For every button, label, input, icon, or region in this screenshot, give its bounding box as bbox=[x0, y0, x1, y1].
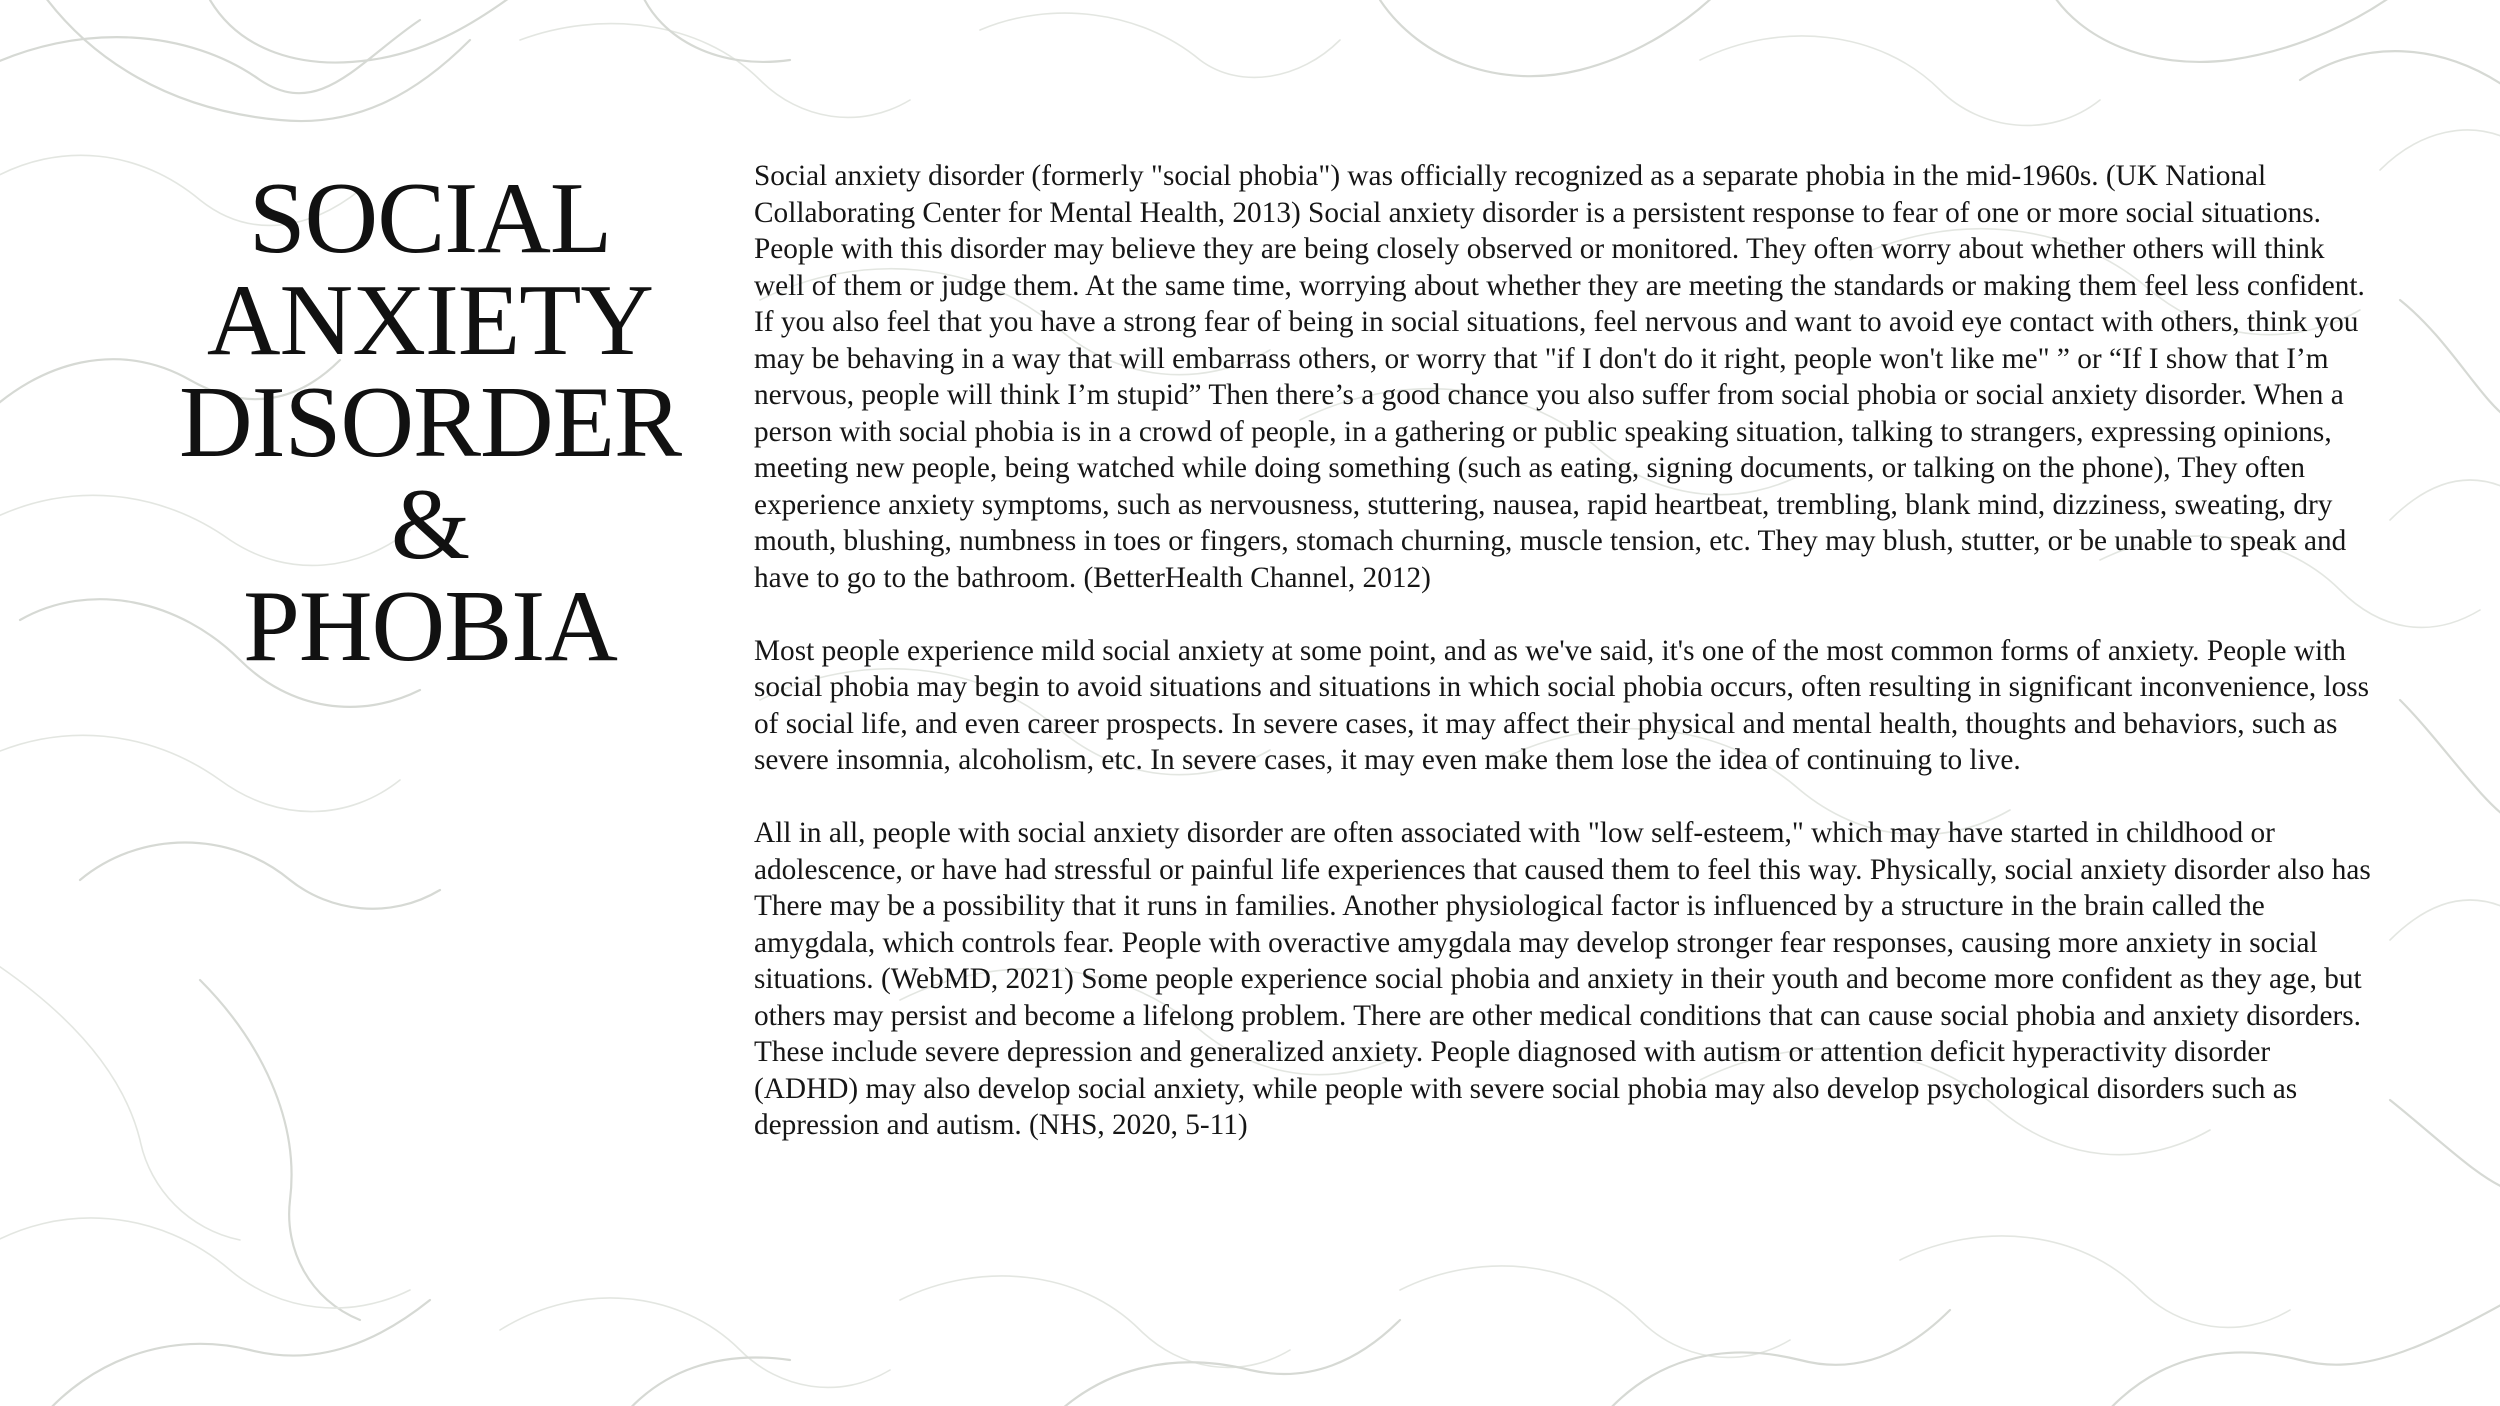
sketch-stroke bbox=[1900, 1236, 2290, 1327]
sketch-stroke bbox=[80, 843, 440, 909]
page-title bbox=[120, 162, 740, 683]
sketch-stroke bbox=[1700, 36, 2100, 125]
sketch-stroke bbox=[520, 24, 910, 118]
sketch-stroke bbox=[2390, 1100, 2500, 1190]
sketch-stroke bbox=[1400, 1266, 1790, 1357]
sketch-stroke bbox=[0, 1218, 410, 1308]
sketch-stroke bbox=[40, 1300, 430, 1406]
title-line: DISORDER bbox=[178, 366, 682, 479]
paragraph-impact: Most people experience mild social anxiety at some point, and as we've said, it's one of the most common forms of anxiety. People with social phobia may begin to avoid situations and situations in which social phobia occurs, often resulting in significant inconvenience, loss of social life, and even career prospects. In severe cases, it may affect their physical and mental health, thoughts and behaviors, such as severe insomnia, alcoholism, etc. In severe cases, it may even make them lose the idea of continuing to live. bbox=[754, 634, 2370, 776]
sketch-stroke bbox=[2400, 700, 2500, 820]
paragraph-definition: Social anxiety disorder (formerly "social phobia") was officially recognized as a separate phobia in the mid-1960s. (UK National Collaborating Center for Mental Health, 2013) Social anxiety disorder is a persistent response to fear of one or more social situations. People with this disorder may believe they are being closely observed or monitored. They often worry about whether others will think well of them or judge them. At the same time, worrying about whether they are meeting the standards or making them feel less confident. If you also feel that you have a strong fear of being in social situations, feel nervous and want to avoid eye contact with others, think you may be behaving in a way that will embarrass others, or worry that "if I don't do it right, people won't like me" ” or “If I show that I’m nervous, people will think I’m stupid” Then there’s a good chance you also suffer from social phobia or social anxiety disorder. When a person with social phobia is in a crowd of people, in a gathering or public speaking situation, talking to strangers, expressing opinions, meeting new people, being watched while doing something (such as eating, signing documents, or talking on the phone), They often experience anxiety symptoms, such as nervousness, stuttering, nausea, rapid heartbeat, trembling, blank mind, dizziness, sweating, dry mouth, blushing, numbness in toes or fingers, stomach churning, muscle tension, etc. They may blush, stutter, or be unable to speak and have to go to the bathroom. (BetterHealth Channel, 2012) bbox=[754, 160, 2365, 594]
sketch-stroke bbox=[640, 0, 790, 62]
sketch-stroke bbox=[0, 960, 240, 1240]
body-text-column bbox=[754, 158, 2376, 1180]
sketch-stroke bbox=[620, 1358, 790, 1406]
sketch-stroke bbox=[0, 20, 420, 93]
title-line: PHOBIA bbox=[243, 570, 617, 683]
sketch-stroke bbox=[2380, 130, 2500, 170]
sketch-stroke bbox=[40, 0, 470, 121]
sketch-stroke bbox=[1600, 1310, 1950, 1406]
sketch-stroke bbox=[2100, 1300, 2500, 1406]
sketch-stroke bbox=[500, 1298, 890, 1387]
sketch-stroke bbox=[210, 0, 520, 63]
sketch-stroke bbox=[900, 1276, 1290, 1367]
sketch-stroke bbox=[1380, 0, 1720, 76]
sketch-stroke bbox=[0, 735, 400, 811]
sketch-stroke bbox=[980, 13, 1340, 77]
title-line: & bbox=[390, 468, 470, 581]
sketch-stroke bbox=[2400, 300, 2500, 420]
title-line: ANXIETY bbox=[206, 264, 654, 377]
sketch-stroke bbox=[2390, 480, 2500, 520]
title-line: SOCIAL bbox=[248, 162, 612, 275]
sketch-stroke bbox=[2300, 51, 2500, 90]
sketch-stroke bbox=[2050, 0, 2400, 62]
paragraph-causes: All in all, people with social anxiety disorder are often associated with "low self-esteem," which may have started in childhood or adolescence, or have had stressful or painful life experiences that caused them to feel this way. Physically, social anxiety disorder also has There may be a possibility that it runs in families. Another physiological factor is influenced by a structure in the brain called the amygdala, which controls fear. People with overactive amygdala may develop stronger fear responses, causing more anxiety in social situations. (WebMD, 2021) Some people experience social phobia and anxiety in their youth and become more confident as they age, but others may persist and become a lifelong problem. There are other medical conditions that can cause social phobia and anxiety disorders. These include severe depression and generalized anxiety. People diagnosed with autism or attention deficit hyperactivity disorder (ADHD) may also develop social anxiety, while people with severe social phobia may also develop psychological disorders such as depression and autism. (NHS, 2020, 5-11) bbox=[754, 817, 2371, 1141]
sketch-stroke bbox=[200, 980, 360, 1320]
sketch-stroke bbox=[1050, 1320, 1400, 1406]
sketch-stroke bbox=[2390, 900, 2500, 940]
